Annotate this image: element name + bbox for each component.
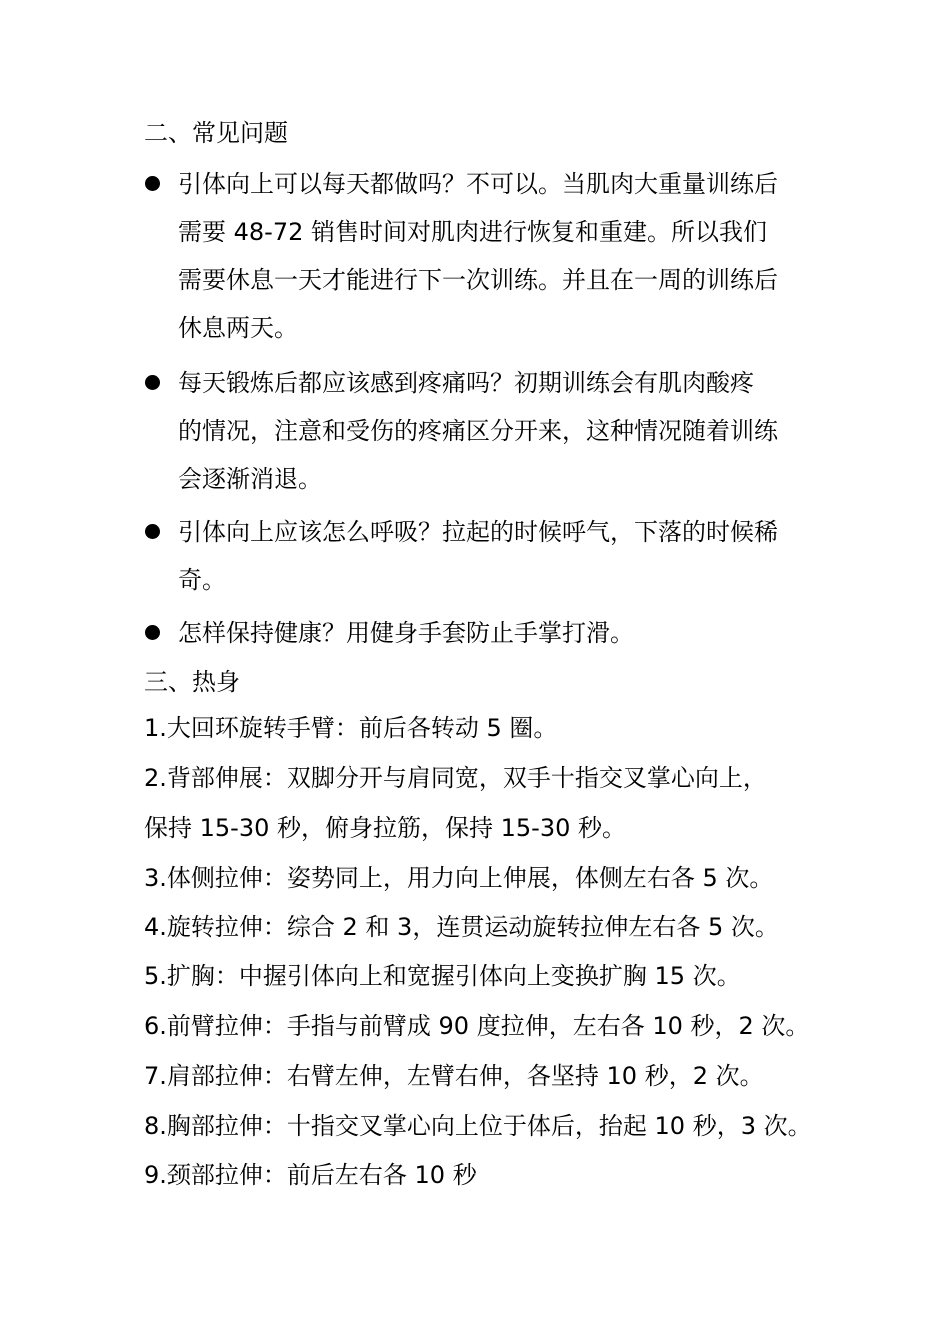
faq-line: 需要 48-72 销售时间对肌肉进行恢复和重建。所以我们 bbox=[178, 218, 767, 246]
warmup-item: 8.胸部拉伸：十指交叉掌心向上位于体后，抬起 10 秒，3 次。 bbox=[144, 1112, 812, 1140]
warmup-item: 2.背部伸展：双脚分开与肩同宽，双手十指交叉掌心向上， bbox=[144, 764, 767, 792]
warmup-item: 5.扩胸：中握引体向上和宽握引体向上变换扩胸 15 次。 bbox=[144, 962, 741, 990]
faq-line: 需要休息一天才能进行下一次训练。并且在一周的训练后 bbox=[178, 266, 778, 294]
faq-line: 引体向上应该怎么呼吸？拉起的时候呼气，下落的时候稀 bbox=[178, 518, 778, 546]
bullet-dot bbox=[145, 524, 160, 539]
section-heading-warmup: 三、热身 bbox=[144, 668, 240, 696]
warmup-item: 7.肩部拉伸：右臂左伸，左臂右伸，各坚持 10 秒，2 次。 bbox=[144, 1062, 764, 1090]
faq-line: 奇。 bbox=[178, 566, 226, 594]
bullet-dot bbox=[145, 176, 160, 191]
faq-line: 怎样保持健康？用健身手套防止手掌打滑。 bbox=[178, 619, 634, 647]
faq-line: 会逐渐消退。 bbox=[178, 465, 322, 493]
faq-line: 的情况，注意和受伤的疼痛区分开来，这种情况随着训练 bbox=[178, 417, 778, 445]
section-heading-faq: 二、常见问题 bbox=[144, 119, 288, 147]
warmup-item: 9.颈部拉伸：前后左右各 10 秒 bbox=[144, 1161, 477, 1189]
faq-line: 每天锻炼后都应该感到疼痛吗？初期训练会有肌肉酸疼 bbox=[178, 369, 754, 397]
faq-line: 休息两天。 bbox=[178, 314, 298, 342]
warmup-item: 6.前臂拉伸：手指与前臂成 90 度拉伸，左右各 10 秒，2 次。 bbox=[144, 1012, 810, 1040]
warmup-item: 4.旋转拉伸：综合 2 和 3，连贯运动旋转拉伸左右各 5 次。 bbox=[144, 913, 779, 941]
bullet-dot bbox=[145, 375, 160, 390]
faq-line: 引体向上可以每天都做吗？不可以。当肌肉大重量训练后 bbox=[178, 170, 778, 198]
warmup-item: 3.体侧拉伸：姿势同上，用力向上伸展，体侧左右各 5 次。 bbox=[144, 864, 774, 892]
bullet-dot bbox=[145, 625, 160, 640]
warmup-item: 1.大回环旋转手臂：前后各转动 5 圈。 bbox=[144, 714, 558, 742]
warmup-item: 保持 15-30 秒，俯身拉筋，保持 15-30 秒。 bbox=[144, 814, 626, 842]
